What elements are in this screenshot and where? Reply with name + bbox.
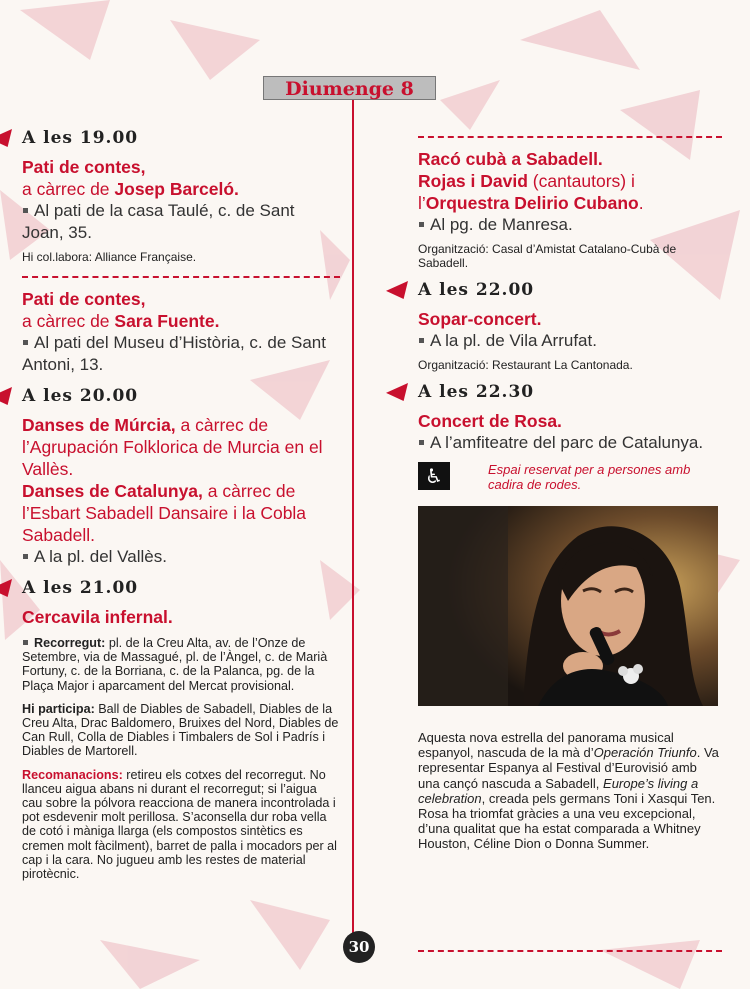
page-number: 30 <box>343 931 375 963</box>
event-description: Danses de Catalunya, a càrrec de l’Esbart Sabadell Dansaire i la Cobla Sabadell. <box>22 481 307 545</box>
red-arrow-marker-icon <box>0 579 12 597</box>
event-performer: a càrrec de Sara Fuente. <box>22 311 220 331</box>
red-arrow-marker-icon <box>0 387 12 405</box>
event-performer: Rojas i David (cantautors) i <box>418 171 635 191</box>
event-participants: Hi participa: Ball de Diables de Sabadell, Diables de la Creu Alta, Drac Baldomero, Bruixes del Nord, Diables de Can Rull, Colla de Diables i Timbalers de Sol i Padrís i Diables de Martorell. <box>22 701 339 759</box>
right-column <box>418 130 722 852</box>
bullet-icon <box>419 440 424 445</box>
event-route: Recorregut: pl. de la Creu Alta, av. de l’Onze de Setembre, via de Massagué, pl. de l’Àngel, c. de Marià Fortuny, c. de la Borriana, c. de la Palanca, pg. de la Plaça Major i aparcament del Mercat provisional. <box>22 636 328 693</box>
event-performer: l’Orquestra Delirio Cubano. <box>418 193 644 213</box>
event-title: Sopar-concert. <box>418 309 542 329</box>
event-note: Hi col.labora: Alliance Française. <box>22 250 197 264</box>
accessibility-note <box>418 462 722 492</box>
red-arrow-marker-icon <box>386 281 408 299</box>
time-heading <box>418 382 722 402</box>
event-location: Al pati del Museu d’Història, c. de Sant Antoni, 13. <box>22 333 326 374</box>
event-description: Danses de Múrcia, a càrrec de l’Agrupación Folklorica de Murcia en el Vallès. <box>22 415 323 479</box>
event-recommendations: Recomanacions: retireu els cotxes del recorregut. No llanceu aigua abans ni durant el recorregut; si l’aigua cau sobre la pólvora reacciona de manera incontrolada i pot esdevenir molt perillosa. S’aconsella dur roba vella de cotó i màniga llarga (els compostos sintètics es cremen molt fàcilment), barret de palla i mocadors per al cap i la cara. No jugueu amb les restes de material pirotècnic. <box>22 767 337 882</box>
bullet-icon <box>23 340 28 345</box>
event-location: A la pl. de Vila Arrufat. <box>418 330 722 352</box>
event-title: Racó cubà a Sabadell. <box>418 149 603 169</box>
event-location: Al pati de la casa Taulé, c. de Sant Joan, 35. <box>22 201 295 242</box>
column-divider <box>352 100 354 940</box>
bullet-icon <box>419 222 424 227</box>
day-title: Diumenge 8 <box>263 76 436 100</box>
event-title: Concert de Rosa. <box>418 411 562 431</box>
bullet-icon <box>419 338 424 343</box>
dashed-separator <box>418 136 722 138</box>
red-arrow-marker-icon <box>386 383 408 401</box>
event-location: A la pl. del Vallès. <box>22 546 340 568</box>
wheelchair-icon: ♿ <box>418 462 450 490</box>
event-performer: a càrrec de Josep Barceló. <box>22 179 239 199</box>
time-label: A les 20.00 <box>22 386 139 406</box>
time-label: A les 19.00 <box>22 128 139 148</box>
dashed-separator <box>418 950 722 952</box>
event-title: Pati de contes, <box>22 289 146 309</box>
singer-photo-illustration <box>418 506 718 706</box>
time-heading <box>22 386 340 406</box>
left-column <box>22 128 340 881</box>
event-title: Cercavila infernal. <box>22 607 173 627</box>
bullet-icon <box>23 554 28 559</box>
event-location: Al pg. de Manresa. <box>418 214 722 236</box>
time-heading <box>22 128 340 148</box>
event-organizer: Organització: Casal d’Amistat Catalano-Cubà de Sabadell. <box>418 242 677 270</box>
red-arrow-marker-icon <box>0 129 12 147</box>
time-heading <box>418 280 722 300</box>
event-organizer: Organització: Restaurant La Cantonada. <box>418 358 633 372</box>
event-title: Pati de contes, <box>22 157 146 177</box>
dashed-separator <box>22 276 340 278</box>
bullet-icon <box>23 640 28 645</box>
time-label: A les 22.00 <box>418 280 535 300</box>
time-heading <box>22 578 340 598</box>
accessibility-text: Espai reservat per a persones amb cadira de rodes. <box>488 462 691 492</box>
bullet-icon <box>23 208 28 213</box>
event-location: A l’amfiteatre del parc de Catalunya. <box>418 432 722 454</box>
singer-photo <box>418 506 718 706</box>
time-label: A les 21.00 <box>22 578 139 598</box>
photo-caption: Aquesta nova estrella del panorama musical espanyol, nascuda de la mà d’Operación Triunfo. Va representar Espanya al Festival d’Eurovisió amb una cançó nascuda a Sabadell, Europe’s living a celebration, creada pels germans Toni i Xasqui Ten. Rosa ha triomfat gràcies a una veu excepcional, d’una qualitat que ha estat comparada a Whitney Houston, Céline Dion o Donna Summer. <box>418 730 719 852</box>
time-label: A les 22.30 <box>418 382 535 402</box>
